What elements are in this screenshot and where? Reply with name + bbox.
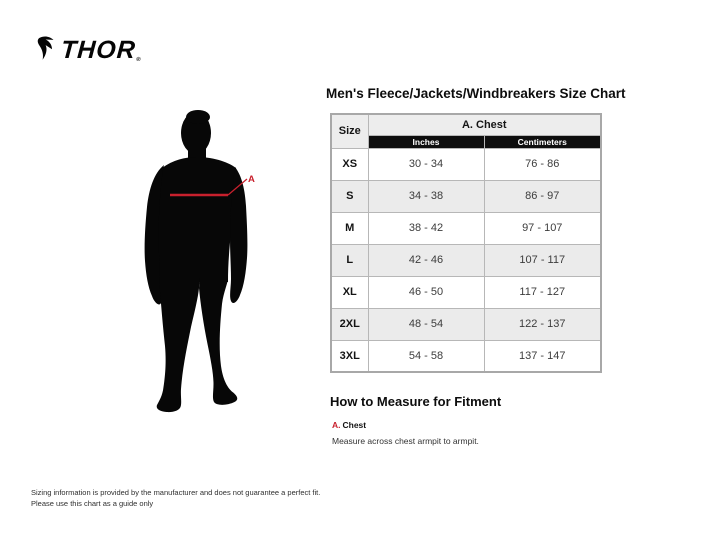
measure-label: Chest: [342, 420, 367, 430]
table-row-s: [331, 180, 601, 212]
measure-description: Measure across chest armpit to armpit.: [332, 436, 479, 446]
centimeters-value: 107 - 117: [484, 244, 601, 276]
inches-value: 34 - 38: [368, 180, 484, 212]
size-label: 2XL: [331, 308, 368, 340]
size-label: L: [331, 244, 368, 276]
thor-hammer-icon: [34, 34, 58, 66]
brand-logo: [34, 34, 142, 66]
chest-group-header: A. Chest: [368, 114, 601, 135]
sizing-disclaimer: [31, 488, 320, 510]
table-row-l: [331, 244, 601, 276]
table-row-xl: [331, 276, 601, 308]
measure-key: A.: [332, 420, 341, 430]
inches-value: 46 - 50: [368, 276, 484, 308]
size-column-header: Size: [331, 114, 368, 148]
table-row-2xl: [331, 308, 601, 340]
inches-value: 42 - 46: [368, 244, 484, 276]
brand-wordmark: THOR®: [60, 35, 142, 64]
disclaimer-line-2: Please use this chart as a guide only: [31, 498, 154, 508]
table-row-3xl: [331, 340, 601, 372]
centimeters-value: 117 - 127: [484, 276, 601, 308]
male-silhouette-icon: [135, 100, 275, 420]
measure-section-heading: How to Measure for Fitment: [330, 394, 502, 409]
measurement-figure: [135, 100, 275, 420]
table-subheader-row: [331, 135, 601, 148]
table-row-xs: [331, 148, 601, 180]
size-table: [330, 113, 602, 373]
size-label: S: [331, 180, 368, 212]
inches-column-header: Inches: [368, 135, 484, 148]
centimeters-value: 97 - 107: [484, 212, 601, 244]
inches-value: 54 - 58: [368, 340, 484, 372]
registered-mark: ®: [135, 56, 142, 63]
size-label: XS: [331, 148, 368, 180]
centimeters-column-header: Centimeters: [484, 135, 601, 148]
table-row-m: [331, 212, 601, 244]
size-table-container: [330, 113, 600, 373]
inches-value: 30 - 34: [368, 148, 484, 180]
table-header-row: [331, 114, 601, 135]
size-label: XL: [331, 276, 368, 308]
disclaimer-line-1: Sizing information is provided by the manufacturer and does not guarantee a perfect fit.: [31, 488, 321, 497]
inches-value: 48 - 54: [368, 308, 484, 340]
centimeters-value: 122 - 137: [484, 308, 601, 340]
size-chart-title: Men's Fleece/Jackets/Windbreakers Size Chart: [326, 86, 626, 101]
chest-annotation-label: A: [248, 174, 255, 185]
centimeters-value: 137 - 147: [484, 340, 601, 372]
measure-item-chest: [332, 415, 479, 446]
size-label: M: [331, 212, 368, 244]
centimeters-value: 86 - 97: [484, 180, 601, 212]
centimeters-value: 76 - 86: [484, 148, 601, 180]
size-label: 3XL: [331, 340, 368, 372]
inches-value: 38 - 42: [368, 212, 484, 244]
